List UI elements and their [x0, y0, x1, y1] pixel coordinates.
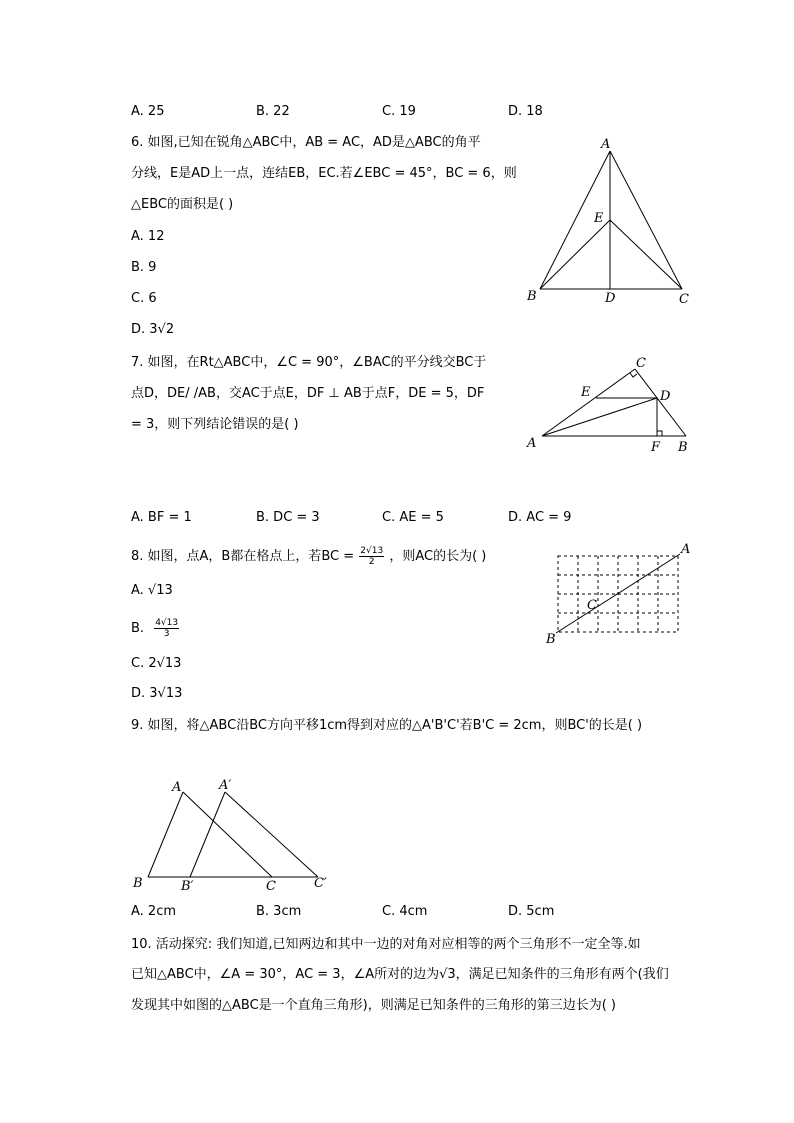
q6-line-1: 6. 如图,已知在锐角△ABC中，AB = AC，AD是△ABC的角平 [131, 135, 481, 150]
q7-option-a: A. BF = 1 [131, 510, 192, 525]
q9-line: 9. 如图，将△ABC沿BC方向平移1cm得到对应的△A'B'C'若B'C = 2cm，则BC'的长是( ) [131, 718, 643, 733]
q9-option-b: B. 3cm [256, 904, 302, 919]
q8-label-a: A [681, 542, 691, 557]
q9-label-a-prime: A′ [219, 778, 232, 793]
q10-line-1: 10. 活动探究: 我们知道,已知两边和其中一边的对角对应相等的两个三角形不一定全等.如 [131, 937, 641, 952]
q6-option-d: D. 3√2 [131, 322, 175, 337]
q5-option-b: B. 22 [256, 104, 290, 119]
q8-frac-num: 2√13 [360, 546, 384, 556]
q9-label-c: C [266, 879, 276, 894]
q6-label-e: E [594, 211, 604, 226]
q10-line-3: 发现其中如图的△ABC是一个直角三角形)，则满足已知条件的三角形的第三边长为( ) [131, 998, 617, 1013]
q9-label-b: B [133, 876, 143, 891]
q7-label-c: C [636, 356, 646, 371]
q6-label-b: B [527, 289, 537, 304]
q8-option-d: D. 3√13 [131, 686, 183, 701]
q6-line-2: 分线，E是AD上一点，连结EB，EC.若∠EBC = 45°，BC = 6，则 [131, 166, 517, 181]
q8-frac-den: 2 [368, 557, 375, 567]
q7-line-3: = 3，则下列结论错误的是( ) [131, 417, 299, 432]
q5-option-d: D. 18 [508, 104, 543, 119]
q7-line-1: 7. 如图，在Rt△ABC中，∠C = 90°，∠BAC的平分线交BC于 [131, 355, 487, 370]
q8-label-b: B [546, 632, 556, 647]
q10-line-2: 已知△ABC中，∠A = 30°，AC = 3，∠A所对的边为√3，满足已知条件的三角形有两个(我们 [131, 967, 669, 982]
q8-optb-den: 3 [163, 629, 170, 639]
q7-option-b: B. DC = 3 [256, 510, 320, 525]
q7-option-c: C. AE = 5 [382, 510, 444, 525]
q9-option-c: C. 4cm [382, 904, 428, 919]
q8-option-b-letter: B. [131, 621, 145, 636]
q8-option-a: A. √13 [131, 583, 173, 598]
q5-option-c: C. 19 [382, 104, 416, 119]
q6-option-b: B. 9 [131, 260, 157, 275]
q7-label-e: E [581, 385, 591, 400]
q7-label-f: F [651, 440, 661, 455]
q6-label-c: C [679, 292, 689, 307]
q6-label-a: A [601, 137, 611, 152]
q9-label-c-prime: C′ [314, 876, 327, 891]
q8-line-tail: ，则AC的长为( ) [389, 549, 487, 564]
q7-label-a: A [527, 436, 537, 451]
q8-optb-num: 4√13 [155, 618, 179, 628]
q9-label-a: A [172, 780, 182, 795]
q7-label-b: B [678, 440, 688, 455]
q8-line-head: 8. 如图，点A，B都在格点上，若BC = [131, 549, 355, 564]
q6-option-a: A. 12 [131, 229, 165, 244]
q7-option-d: D. AC = 9 [508, 510, 572, 525]
q6-option-c: C. 6 [131, 291, 157, 306]
q9-option-a: A. 2cm [131, 904, 177, 919]
q8-label-c: C [587, 598, 597, 613]
q8-option-c: C. 2√13 [131, 656, 182, 671]
q7-label-d: D [660, 389, 671, 404]
q7-line-2: 点D，DE/ /AB，交AC于点E，DF ⊥ AB于点F，DE = 5，DF [131, 386, 485, 401]
q6-label-d: D [605, 291, 616, 306]
q9-label-b-prime: B′ [181, 879, 194, 894]
q5-option-a: A. 25 [131, 104, 165, 119]
q9-option-d: D. 5cm [508, 904, 555, 919]
q6-line-3: △EBC的面积是( ) [131, 197, 234, 212]
